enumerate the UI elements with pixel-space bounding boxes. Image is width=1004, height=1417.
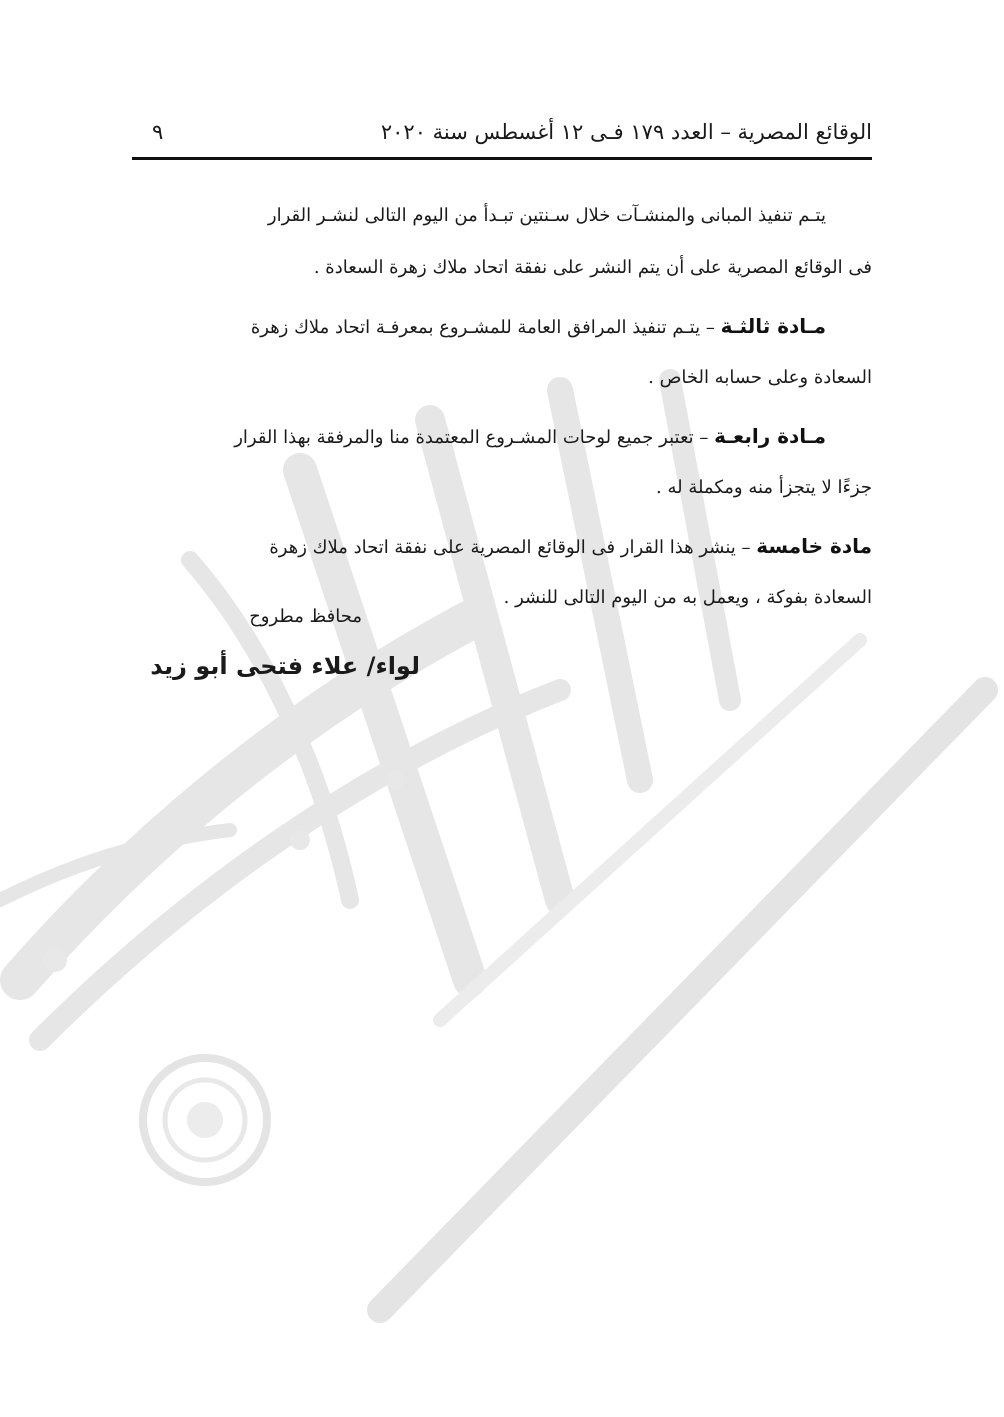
paragraph-line: جزءًا لا يتجزأ منه ومكملة له .	[656, 477, 872, 498]
signatory-title: محافظ مطروح	[249, 606, 362, 627]
paragraph-line	[132, 300, 872, 352]
signatory-name: لواء/ علاء فتحى أبو زيد	[150, 652, 420, 680]
page-number: ٩	[152, 120, 164, 144]
article-heading: مادة خامسة	[756, 534, 872, 558]
article-five	[132, 520, 872, 624]
article-three	[132, 300, 872, 404]
paragraph-continuation	[132, 190, 872, 294]
page-header	[132, 112, 872, 156]
paragraph-line	[132, 520, 872, 572]
paragraph-line: السعادة بفوكة ، ويعمل به من اليوم التالى للنشر .	[503, 587, 872, 608]
paragraph-line: السعادة وعلى حسابه الخاص .	[648, 367, 872, 388]
gazette-header-title: الوقائع المصرية – العدد ١٧٩ فـى ١٢ أغسطس سنة ٢٠٢٠	[380, 120, 872, 144]
article-text: – تعتبر جميع لوحات المشـروع المعتمدة منا والمرفقة بهذا القرار	[234, 427, 709, 448]
decree-body	[132, 190, 872, 630]
paragraph-line	[132, 410, 872, 462]
article-text: – ينشر هذا القرار فى الوقائع المصرية على نفقة اتحاد ملاك زهرة	[269, 537, 751, 558]
article-four	[132, 410, 872, 514]
seal-icon	[143, 1058, 267, 1182]
header-divider	[132, 157, 872, 160]
article-heading: مـادة ثالثـة	[720, 314, 826, 338]
article-text: – يتـم تنفيذ المرافق العامة للمشـروع بمعرفـة اتحاد ملاك زهرة	[250, 317, 715, 338]
paragraph-line: فى الوقائع المصرية على أن يتم النشر على نفقة اتحاد ملاك زهرة السعادة .	[313, 257, 872, 278]
article-heading: مـادة رابعـة	[714, 424, 826, 448]
paragraph-line: يتـم تنفيذ المبانى والمنشـآت خلال سـنتين تبـدأ من اليوم التالى لنشـر القرار	[267, 205, 826, 226]
